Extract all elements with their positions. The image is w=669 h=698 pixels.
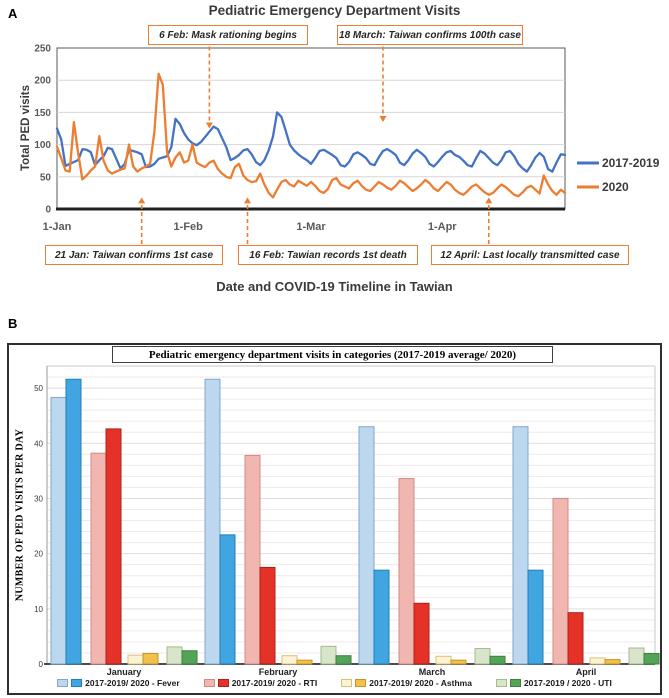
- x-tick-label-1-Apr: 1-Apr: [427, 221, 457, 233]
- bar-January-2020 - Asthma: [143, 654, 158, 664]
- bar-March-2017-2019 - RTI: [399, 479, 414, 664]
- bar-February-2017-2019 - UTI: [321, 646, 336, 664]
- x-tick-label-1-Jan: 1-Jan: [42, 221, 72, 233]
- y-tick-label-150: 150: [34, 107, 51, 119]
- legend-swatch: [218, 679, 229, 687]
- legend-entry-0: [57, 678, 180, 688]
- bar-March-2017-2019 - UTI: [475, 649, 490, 664]
- legend-entry-1: [204, 678, 318, 688]
- y-tick-b-0: 0: [38, 660, 43, 669]
- panel-a-x-axis-title: Date and COVID-19 Timeline in Tawian: [216, 279, 453, 294]
- panel-a-title: Pediatric Emergency Department Visits: [208, 3, 461, 18]
- y-tick-b-20: 20: [34, 549, 43, 559]
- panel-b: [0, 312, 669, 698]
- legend-entry-label: 2017-2019 / 2020 - UTI: [523, 678, 612, 688]
- legend-swatch: [355, 679, 366, 687]
- panel-a: [0, 0, 669, 312]
- legend-swatch: [496, 679, 507, 687]
- bar-March-2020 - Fever: [374, 570, 389, 664]
- y-tick-label-50: 50: [39, 172, 51, 184]
- panel-b-label: B: [8, 316, 18, 331]
- bar-April-2017-2019 - UTI: [629, 648, 644, 664]
- bar-April-2017-2019 - RTI: [553, 498, 568, 664]
- legend-swatch: [341, 679, 352, 687]
- legend-swatch: [204, 679, 215, 687]
- legend-label-2017-2019: 2017-2019: [602, 156, 660, 170]
- bar-January-2020 - RTI: [106, 429, 121, 664]
- bar-April-2020 - Asthma: [605, 660, 620, 664]
- annotation-first-case: 21 Jan: Taiwan confirms 1st case: [45, 245, 223, 265]
- x-tick-label-1-Feb: 1-Feb: [173, 221, 203, 233]
- legend-entry-3: [496, 678, 612, 688]
- bar-March-2017-2019 - Asthma: [436, 656, 451, 664]
- y-tick-label-100: 100: [34, 140, 51, 152]
- y-tick-b-50: 50: [34, 384, 43, 394]
- bar-March-2020 - Asthma: [451, 660, 466, 664]
- panel-b-title: Pediatric emergency department visits in categories (2017-2019 average/ 2020): [112, 346, 553, 363]
- annotation-first-death: 16 Feb: Tawian records 1st death: [238, 245, 418, 265]
- bar-January-2020 - Fever: [66, 379, 81, 664]
- bar-March-2020 - UTI: [490, 656, 505, 664]
- month-label-February: February: [258, 667, 298, 677]
- plot-area-border: [57, 48, 565, 209]
- bar-April-2017-2019 - Fever: [513, 427, 528, 664]
- legend-swatch: [57, 679, 68, 687]
- bar-April-2020 - UTI: [644, 654, 659, 664]
- month-label-January: January: [106, 667, 142, 677]
- bar-April-2020 - RTI: [568, 613, 583, 664]
- y-tick-label-200: 200: [34, 75, 51, 87]
- y-tick-label-0: 0: [45, 204, 51, 216]
- y-tick-b-30: 30: [34, 494, 43, 504]
- annotation-mask-rationing: 6 Feb: Mask rationing begins: [148, 25, 308, 45]
- bar-February-2020 - Asthma: [297, 660, 312, 664]
- legend-swatch: [510, 679, 521, 687]
- bar-April-2017-2019 - Asthma: [590, 658, 605, 664]
- legend-entry-label: 2017-2019/ 2020 - RTI: [231, 678, 318, 688]
- month-label-April: April: [575, 667, 597, 677]
- bar-February-2020 - RTI: [260, 567, 275, 664]
- legend-entry-label: 2017-2019/ 2020 - Fever: [85, 678, 180, 688]
- bar-April-2020 - Fever: [528, 570, 543, 664]
- bar-March-2020 - RTI: [414, 603, 429, 664]
- line-chart-canvas: [0, 0, 669, 312]
- bar-February-2017-2019 - Asthma: [282, 656, 297, 664]
- bar-February-2020 - Fever: [220, 535, 235, 664]
- bar-February-2017-2019 - RTI: [245, 455, 260, 664]
- annotation-last-local-case: 12 April: Last locally transmitted case: [431, 245, 629, 265]
- annotation-100th-case: 18 March: Taiwan confirms 100th case: [337, 25, 523, 45]
- legend-label-2020: 2020: [602, 180, 629, 194]
- panel-b-y-axis-label: NUMBER OF PED VISITS PER DAY: [14, 428, 26, 602]
- bar-chart-canvas: [0, 312, 669, 698]
- x-tick-label-1-Mar: 1-Mar: [296, 221, 326, 233]
- legend-entry-2: [341, 678, 472, 688]
- y-tick-b-10: 10: [34, 604, 43, 614]
- bar-February-2017-2019 - Fever: [205, 379, 220, 664]
- bar-January-2017-2019 - RTI: [91, 453, 106, 664]
- bar-January-2017-2019 - Fever: [51, 397, 66, 664]
- y-tick-b-40: 40: [34, 439, 43, 449]
- month-label-March: March: [418, 667, 446, 677]
- bar-January-2017-2019 - Asthma: [128, 655, 143, 664]
- bar-March-2017-2019 - Fever: [359, 427, 374, 664]
- legend-swatch: [71, 679, 82, 687]
- bar-February-2020 - UTI: [336, 656, 351, 664]
- panel-a-label: A: [8, 6, 18, 21]
- y-tick-label-250: 250: [34, 43, 51, 55]
- legend-entry-label: 2017-2019/ 2020 - Asthma: [369, 678, 472, 688]
- bar-January-2017-2019 - UTI: [167, 647, 182, 664]
- bar-January-2020 - UTI: [182, 651, 197, 664]
- panel-a-y-axis-label: Total PED visits: [20, 84, 32, 172]
- bar-chart-legend: [0, 678, 669, 688]
